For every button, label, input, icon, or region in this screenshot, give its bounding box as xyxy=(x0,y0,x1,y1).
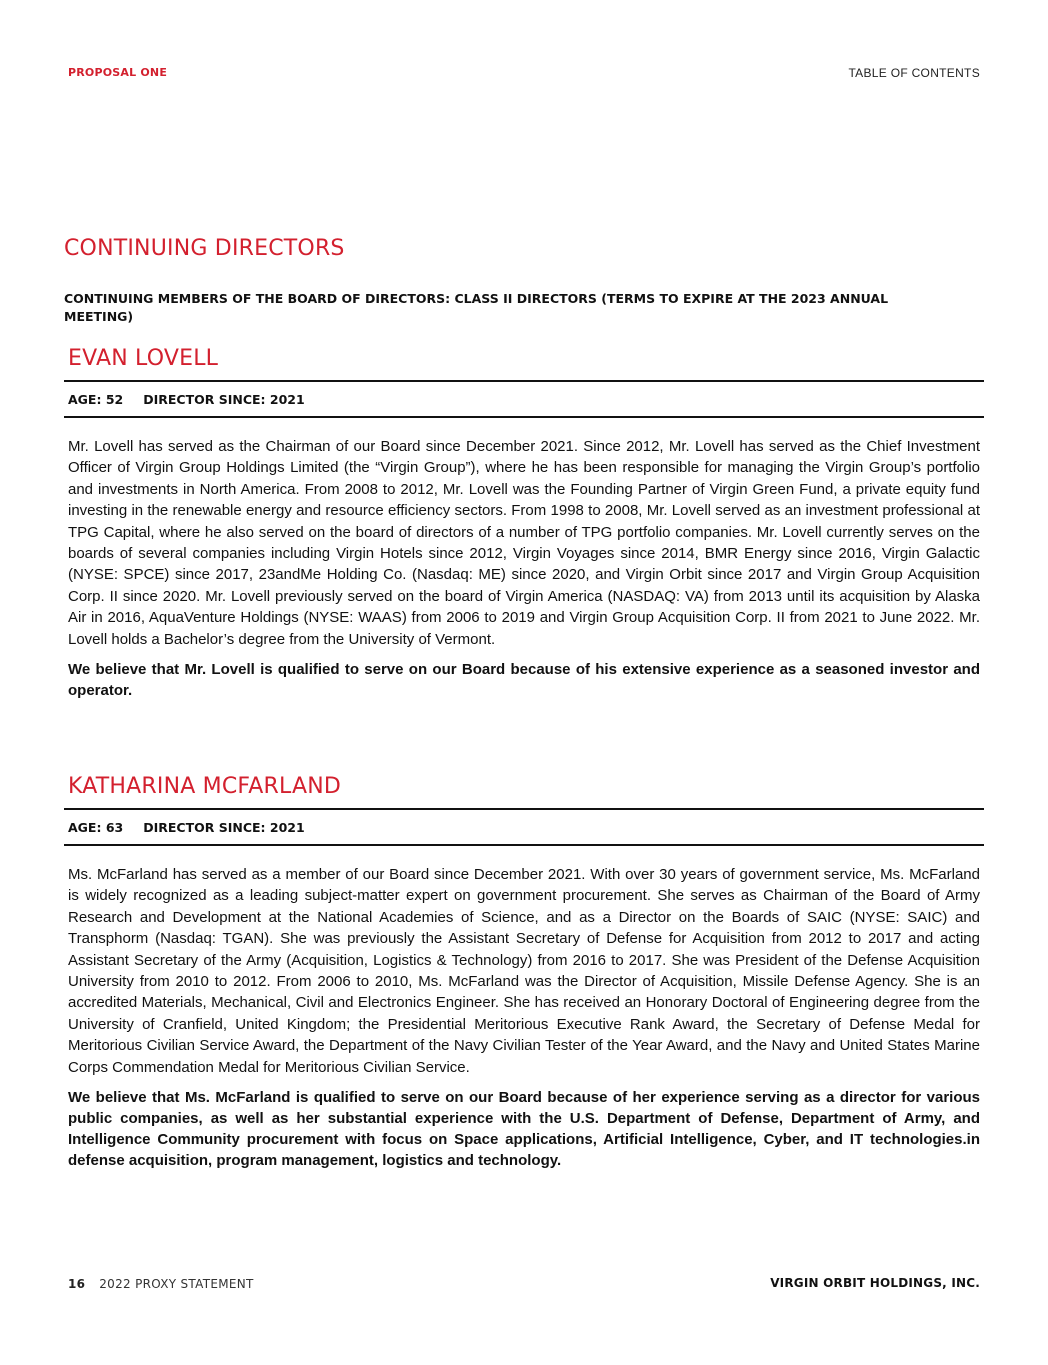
director-meta xyxy=(64,380,984,418)
director-since: DIRECTOR SINCE: 2021 xyxy=(143,819,305,835)
director-name: EVAN LOVELL xyxy=(68,346,219,371)
footer-left xyxy=(68,1276,254,1291)
company-name: VIRGIN ORBIT HOLDINGS, INC. xyxy=(770,1276,980,1290)
director-block-mcfarland xyxy=(64,770,984,1171)
section-label: PROPOSAL ONE xyxy=(68,66,168,79)
director-name: KATHARINA MCFARLAND xyxy=(68,774,342,799)
page-number: 16 xyxy=(68,1277,86,1291)
director-age: AGE: 52 xyxy=(68,391,124,407)
subheading: CONTINUING MEMBERS OF THE BOARD OF DIRECTORS: CLASS II DIRECTORS (TERMS TO EXPIRE AT THE 2023 ANNUAL MEETING) xyxy=(64,291,889,324)
director-meta xyxy=(64,808,984,846)
director-qualification: We believe that Mr. Lovell is qualified to serve on our Board because of his extensive experience as a seasoned investor and operator. xyxy=(68,661,980,700)
section-title: CONTINUING DIRECTORS xyxy=(64,236,345,261)
director-age: AGE: 63 xyxy=(68,819,124,835)
director-qualification: We believe that Ms. McFarland is qualified to serve on our Board because of her experience serving as a director for various public companies, as well as her substantial experience with the U.S. Department of Defense, Department of Army, and Intelligence Community procurement with focus on Space applications, Artificial Intelligence, Cyber, and IT technologies.in defense acquisition, program management, logistics and technology. xyxy=(68,1089,980,1170)
director-block-lovell xyxy=(64,342,984,701)
director-since: DIRECTOR SINCE: 2021 xyxy=(143,391,305,407)
director-bio: Mr. Lovell has served as the Chairman of our Board since December 2021. Since 2012, Mr. Lovell has served as the Chief Investment Officer of Virgin Group Holdings Limited (the “Virgin Group”), where he has been responsible for managing the Virgin Group’s portfolio and investments in North America. From 2008 to 2012, Mr. Lovell was the Founding Partner of Virgin Green Fund, a private equity fund investing in the renewable energy and resource efficiency sectors. From 1998 to 2008, Mr. Lovell served as an investment professional at TPG Capital, where he also served on the board of directors of a number of TPG portfolio companies. Mr. Lovell currently serves on the boards of several companies including Virgin Hotels since 2012, Virgin Voyages since 2014, BMR Energy since 2016, Virgin Galactic (NYSE: SPCE) since 2017, 23andMe Holding Co. (Nasdaq: ME) since 2020, and Virgin Orbit since 2017 and Virgin Group Acquisition Corp. II since 2020. Mr. Lovell previously served on the board of Virgin America (NASDAQ: VA) from 2013 until its acquisition by Alaska Air in 2016, AquaVenture Holdings (NYSE: WAAS) from 2006 to 2019 and Virgin Group Acquisition Corp. II from 2021 to June 2022. Mr. Lovell holds a Bachelor’s degree from the University of Vermont. xyxy=(68,438,980,648)
director-bio: Ms. McFarland has served as a member of our Board since December 2021. With over 30 years of government service, Ms. McFarland is widely recognized as a leading subject-matter expert on government procurement. She serves as Chairman of the Board of Army Research and Development at the National Academies of Science, and as a Director on the Boards of SAIC (NYSE: SAIC) and Transphorm (Nasdaq: TGAN). She was previously the Assistant Secretary of Defense for Acquisition from 2012 to 2017 and acting Assistant Secretary of the Army (Acquisition, Logistics & Technology) from 2016 to 2017. She was President of the Defense Acquisition University from 2010 to 2012. From 2006 to 2010, Ms. McFarland was the Director of Acquisition, Missile Defense Agency. She is an accredited Materials, Mechanical, Civil and Electronics Engineer. She has received an Honorary Doctoral of Engineering degree from the University of Cranfield, United Kingdom; the Presidential Meritorious Executive Rank Award, the Secretary of Defense Medal for Meritorious Civilian Service Award, the Department of the Navy Civilian Tester of the Year Award, and the Navy and United States Marine Corps Commendation Medal for Meritorious Civilian Service. xyxy=(68,866,980,1076)
document-title: 2022 PROXY STATEMENT xyxy=(99,1277,254,1291)
table-of-contents-link[interactable]: TABLE OF CONTENTS xyxy=(848,66,980,80)
